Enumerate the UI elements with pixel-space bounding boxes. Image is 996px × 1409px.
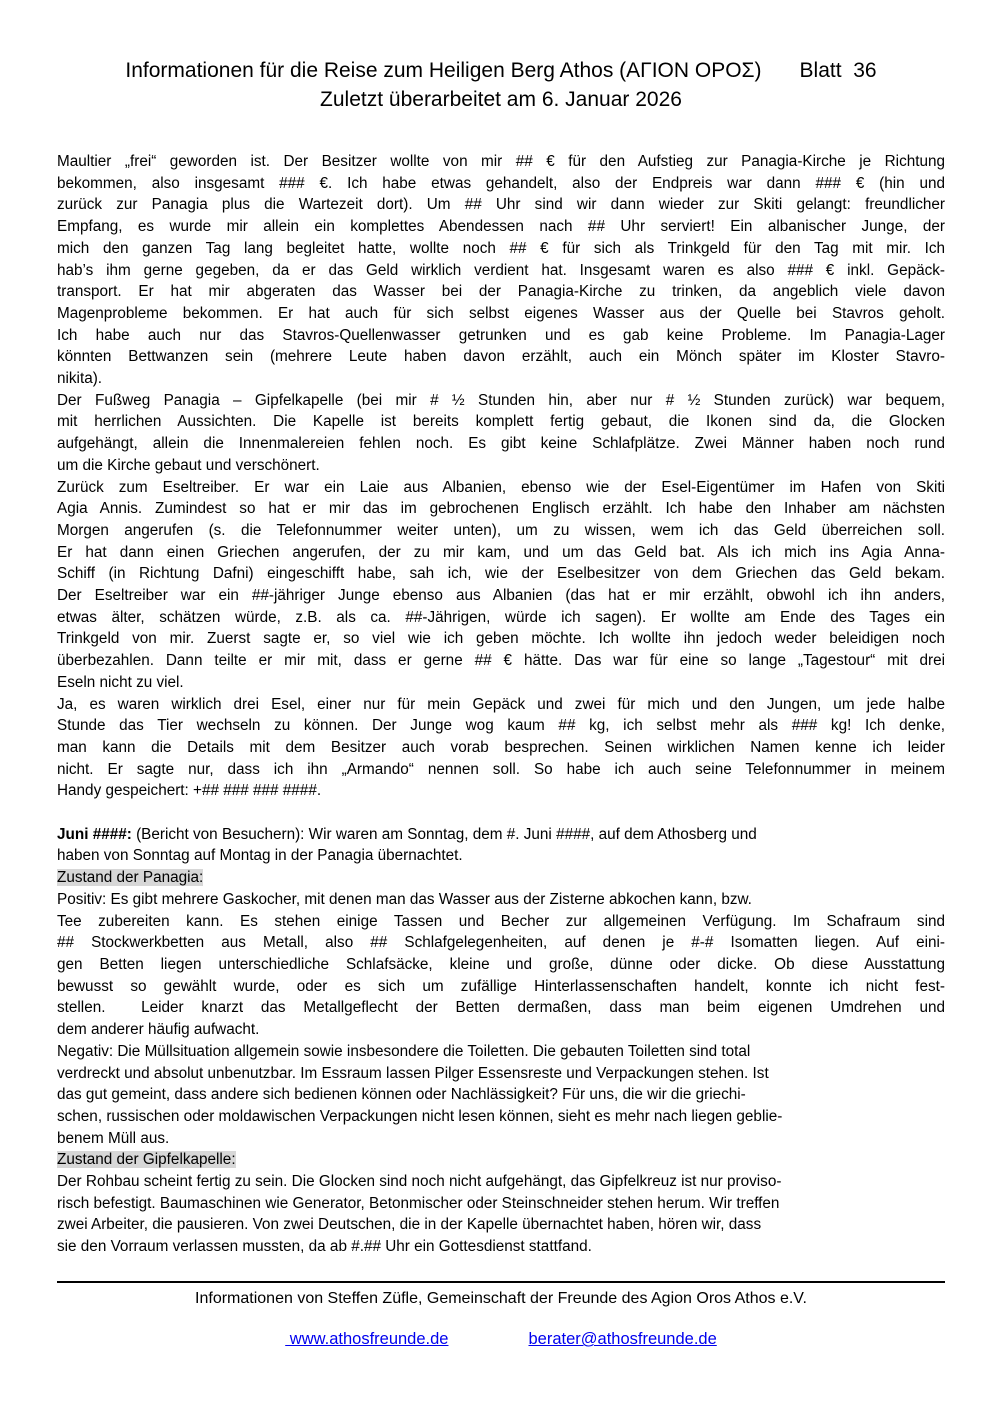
text-line: das gut gemeint, dass andere sich bedienen können oder Nachlässigkeit? Für uns, die wir die griechi- <box>57 1086 746 1104</box>
highlighted-heading: Zustand der Gipfelkapelle: <box>57 1151 236 1169</box>
text-line: etwas älter, schätzen würde, z.B. als ca. ##-Jährigen, würde ich sagen). Er wollte am Ende des Tages ein <box>57 608 945 626</box>
text-line: Empfang, es wurde mir allein ein komplettes Abendessen nach ## Uhr serviert! Ein albanischer Junge, der <box>57 218 945 236</box>
footer-link-website[interactable]: www.athosfreunde.de <box>285 1330 449 1348</box>
text-line: Maultier „frei“ geworden ist. Der Besitzer wollte von mir ## € für den Aufstieg zur Panagia-Kirche je Richtung <box>57 153 945 170</box>
blank-line <box>57 802 945 824</box>
text-line: Der Eseltreiber war ein ##-jähriger Junge ebenso aus Albanien (das hat er mir erzählt, obwohl ich ihn anders, <box>57 587 945 605</box>
text-line: Morgen angerufen (s. die Telefonnummer weiter unten), um zu wissen, wem ich das Geld überreichen soll. <box>57 521 945 539</box>
text-line: nicht. Er sagte nur, dass ich ihn „Armando“ nennen soll. So habe ich auch seine Telefonnummer in meinem <box>57 760 945 778</box>
text-line: Zurück zum Eseltreiber. Er war ein Laie aus Albanien, ebenso wie der Esel-Eigentümer im Hafen von Skiti <box>57 478 945 496</box>
text-line: mit herrlichen Aussichten. Die Kapelle ist bereits komplett fertig gebaut, die Ikonen sind da, die Glocken <box>57 413 945 431</box>
footer-credit: Informationen von Steffen Züfle, Gemeinschaft der Freunde des Agion Oros Athos e.V. <box>195 1290 807 1307</box>
text-line: Stunde das Tier wechseln zu können. Der Junge wog kaum ## kg, ich selbst mehr als ### kg! Ich denke, <box>57 717 945 735</box>
text-line: dem anderer häufig aufwacht. <box>57 1021 260 1039</box>
page-title: Informationen für die Reise zum Heiligen Berg Athos (ΑΓΙΟΝ ΟΡΟΣ) <box>125 59 762 82</box>
text-line: haben von Sonntag auf Montag in der Panagia übernachtet. <box>57 847 463 865</box>
text-line: könnten Bettwanzen sein (mehrere Leute haben davon erzählt, auch ein Mönch später im Kloster Stavro- <box>57 348 945 366</box>
paragraph <box>57 694 945 803</box>
footer-divider <box>57 1281 945 1283</box>
text-line: Positiv: Es gibt mehrere Gaskocher, mit denen man das Wasser aus der Zisterne abkochen kann, bzw. <box>57 890 752 908</box>
text-line <box>57 1149 945 1171</box>
text-line: aufgehängt, allein die Innenmalereien fehlen noch. Es gibt keine Schlafplätze. Zwei Männer haben noch rund <box>57 435 945 453</box>
paragraph <box>57 477 945 694</box>
text-line: Der Rohbau scheint fertig zu sein. Die Glocken sind noch nicht aufgehängt, das Gipfelkreuz ist nur proviso- <box>57 1173 782 1191</box>
text-line: ## Stockwerkbetten aus Metall, also ## Schlafgelegenheiten, auf denen je #-# Isomatten liegen. Auf eini- <box>57 934 945 952</box>
text-line: mich den ganzen Tag lang begleitet hatte, wollte noch ## € für sich als Trinkgeld für den Tag mit mir. Ich <box>57 239 945 257</box>
text-line: man kann die Details mit dem Besitzer auch vorab besprechen. Seinen wirklichen Namen kenne ich leider <box>57 738 945 756</box>
paragraph <box>57 867 945 889</box>
text-line: Agia Annis. Zumindest so hat er mir das im gebrochenen Englisch erzählt. Ich habe den Inhaber am nächsten <box>57 500 945 518</box>
text-line: Negativ: Die Müllsituation allgemein sowie insbesondere die Toiletten. Die gebauten Toiletten sind total <box>57 1042 751 1060</box>
paragraph <box>57 1041 945 1150</box>
text-line: Juni ####: (Bericht von Besuchern): Wir waren am Sonntag, dem #. Juni ####, auf dem Athosberg und <box>57 825 757 843</box>
text-line: Der Fußweg Panagia – Gipfelkapelle (bei mir # ½ Stunden hin, aber nur # ½ Stunden zurück) war bequem, <box>57 391 945 409</box>
text-line: Ich habe auch nur das Stavros-Quellenwasser getrunken und es gab keine Probleme. Im Panagia-Lager <box>57 326 945 344</box>
paragraph <box>57 824 945 867</box>
bold-lead-text: Juni ####: <box>57 825 132 843</box>
text-line <box>57 867 945 889</box>
text-line: um die Kirche gebaut und verschönert. <box>57 456 320 474</box>
text-line: überbezahlen. Dann teilte er mir mit, dass er gerne ## € hätte. Das war für eine so lange „Tagestour“ mit drei <box>57 652 945 670</box>
text-line: Schiff (in Richtung Dafni) eingeschifft habe, sah ich, wie der Eselbesitzer von dem Griechen das Geld bekam. <box>57 565 945 583</box>
text-line: Magenprobleme bekommen. Er hat auch für sich selbst eigenes Wasser aus der Quelle bei Stavros geholt. <box>57 304 945 322</box>
text-line: Tee zubereiten kann. Es stehen einige Tassen und Becher zur allgemeinen Verfügung. Im Schafraum sind <box>57 912 945 930</box>
footer-links <box>57 1330 945 1349</box>
paragraph <box>57 390 945 477</box>
paragraph <box>57 1171 945 1258</box>
text-line: Handy gespeichert: +## ### ### ####. <box>57 782 322 800</box>
document-header <box>57 56 945 114</box>
sheet-number: Blatt 36 <box>799 59 877 82</box>
paragraph <box>57 889 945 911</box>
text-line: gen Betten liegen unterschiedliche Schlafsäcke, kleine und große, dünne oder dicke. Ob diese Ausstattung <box>57 956 945 973</box>
text-line: benem Müll aus. <box>57 1129 170 1147</box>
text-line: Eseln nicht zu viel. <box>57 673 184 691</box>
paragraph <box>57 151 945 390</box>
text-line: stellen. Leider knarzt das Metallgeflecht der Betten dermaßen, dass man beim eigenen Umdrehen und <box>57 999 945 1017</box>
text-line: bewusst so gewählt wurde, oder es sich um zufällige Hinterlassenschaften handelt, konnte ich nicht fest- <box>57 977 945 995</box>
text-line: sie den Vorraum verlassen mussten, da ab #.## Uhr ein Gottesdienst stattfand. <box>57 1238 592 1256</box>
text-line: zwei Arbeiter, die pausieren. Von zwei Deutschen, die in der Kapelle übernachtet haben, hören wir, dass <box>57 1216 762 1234</box>
document-body <box>57 151 945 1258</box>
text-line: Ja, es waren wirklich drei Esel, einer nur für mein Gepäck und zwei für mich und den Jungen, um jede halbe <box>57 695 945 713</box>
text-line: Trinkgeld von mir. Zuerst sagte er, so viel wie ich geben möchte. Ich wollte ihn jedoch weder beleidigen noch <box>57 630 945 648</box>
text-line: bekommen, also insgesamt ### €. Ich habe etwas gehandelt, also der Endpreis war dann ### € (hin und <box>57 174 945 192</box>
document-page <box>57 0 945 1258</box>
text-line: nikita). <box>57 370 103 388</box>
paragraph <box>57 1149 945 1171</box>
text-line: zurück zur Panagia plus die Wartezeit dort). Um ## Uhr sind wir dann wieder zur Skiti gelangt: freundlicher <box>57 196 945 214</box>
highlighted-heading: Zustand der Panagia: <box>57 869 204 887</box>
text-line: risch befestigt. Baumaschinen wie Generator, Betonmischer oder Steinschneider stehen herum. Wir treffen <box>57 1194 780 1212</box>
text-line: transport. Er hat mir abgeraten das Wasser bei der Panagia-Kirche zu trinken, da angeblich viele davon <box>57 283 945 301</box>
document-footer <box>57 1281 945 1349</box>
page-subtitle: Zuletzt überarbeitet am 6. Januar 2026 <box>320 88 682 111</box>
text-line: verdreckt und absolut unbenutzbar. Im Essraum lassen Pilger Essensreste und Verpackungen stehen. Ist <box>57 1064 769 1082</box>
text-line: hab’s ihm gerne gegeben, da er das Geld wirklich verdient hat. Insgesamt waren es also ### € inkl. Gepäck- <box>57 261 945 279</box>
title-line <box>57 56 945 85</box>
footer-link-email[interactable]: berater@athosfreunde.de <box>528 1330 717 1348</box>
text-line: Er hat dann einen Griechen angerufen, der zu mir kam, und um das Geld bat. Als ich mich ins Agia Anna- <box>57 543 945 561</box>
text-line: schen, russischen oder moldawischen Verpackungen nicht lesen können, sieht es mehr nach liegen geblie- <box>57 1107 783 1125</box>
paragraph <box>57 911 945 1041</box>
